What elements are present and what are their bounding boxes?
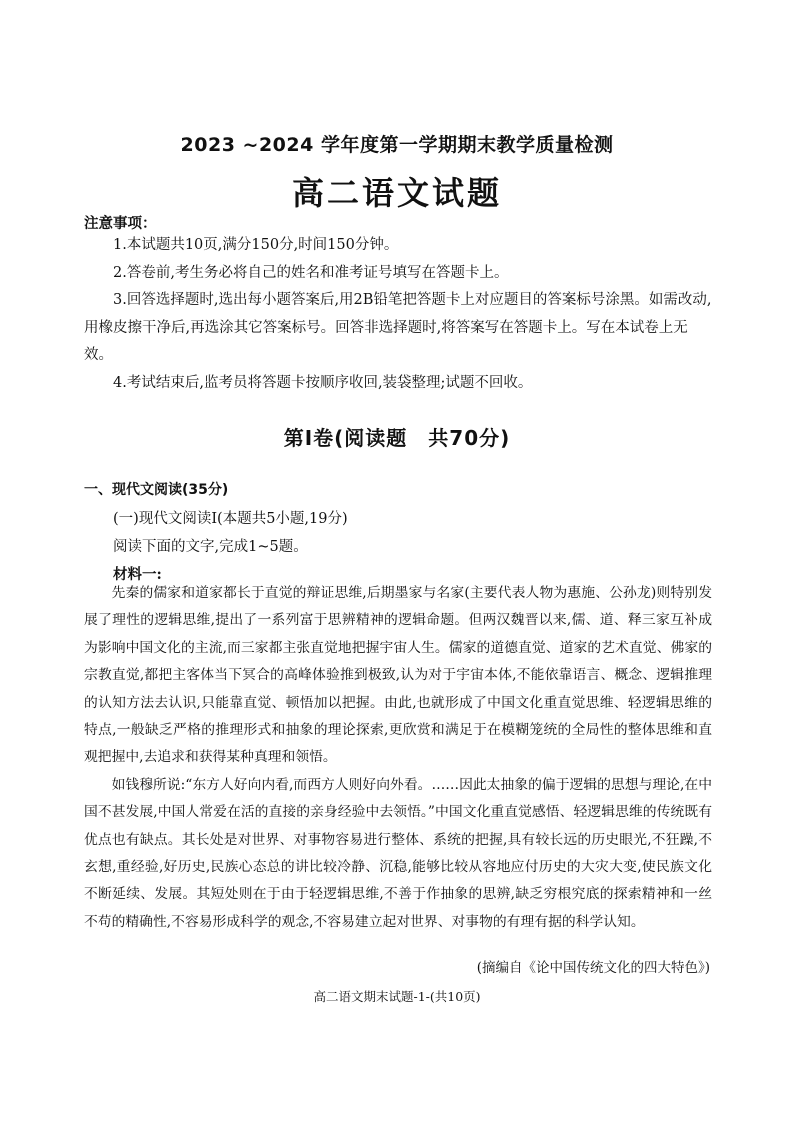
notice-item: 3.回答选择题时,选出每小题答案后,用2B铅笔把答题卡上对应题目的答案标号涂黑。如需改动,用橡皮擦干净后,再选涂其它答案标号。回答非选择题时,将答案写在答题卡上。写在本试卷上无效。 bbox=[84, 292, 712, 363]
notice-item: 1.本试题共10页,满分150分,时间150分钟。 bbox=[113, 237, 399, 253]
question-intro bbox=[84, 505, 712, 589]
notice-list bbox=[84, 232, 712, 397]
subsection-heading: (一)现代文阅读Ⅰ(本题共5小题,19分) bbox=[113, 511, 348, 527]
passage-paragraph: 如钱穆所说:“东方人好向内看,而西方人则好向外看。……因此太抽象的偏于逻辑的思想与理论,在中国不甚发展,中国人常爱在活的直接的亲身经验中去领悟。”中国文化重直觉感悟、轻逻辑思维的传统既有优点也有缺点。其长处是对世界、对事物容易进行整体、系统的把握,具有较长远的历史眼光,不狂躁,不玄想,重经验,好历史,民族心态总的讲比较冷静、沉稳,能够比较从容地应付历史的大灾大变,使民族文化不断延续、发展。其短处则在于由于轻逻辑思维,不善于作抽象的思辨,缺乏穷根究底的探索精神和一丝不苟的精确性,不容易形成科学的观念,不容易建立起对世界、对事物的有理有据的科学认知。 bbox=[84, 776, 712, 930]
notice-item: 4.考试结束后,监考员将答题卡按顺序收回,装袋整理;试题不回收。 bbox=[113, 374, 533, 391]
passage-source: (摘编自《论中国传统文化的四大特色》) bbox=[476, 960, 710, 976]
page-footer: 高二语文期末试题-1-(共10页) bbox=[313, 989, 481, 1004]
notice-item: 2.答卷前,考生务必将自己的姓名和准考证号填写在答题卡上。 bbox=[113, 264, 509, 281]
material-label: 材料一: bbox=[113, 566, 162, 583]
notice-heading: 注意事项： bbox=[84, 216, 157, 232]
reading-instruction: 阅读下面的文字,完成1~5题。 bbox=[113, 539, 308, 555]
reading-passage bbox=[84, 580, 712, 936]
exam-title: 2023 ~2024 学年度第一学期期末教学质量检测 bbox=[180, 134, 614, 156]
passage-paragraph: 先秦的儒家和道家都长于直觉的辩证思维,后期墨家与名家(主要代表人物为惠施、公孙龙)则特别发展了理性的逻辑思维,提出了一系列富于思辨精神的逻辑命题。但两汉魏晋以来,儒、道、释三家互补成为影响中国文化的主流,而三家都主张直觉地把握宇宙人生。儒家的道德直觉、道家的艺术直觉、佛家的宗教直觉,都把主客体当下冥合的高峰体验推到极致,认为对于宇宙本体,不能依靠语言、概念、逻辑推理的认知方法去认识,只能靠直觉、顿悟加以把握。由此,也就形成了中国文化重直觉思维、轻逻辑思维的特点,一般缺乏严格的推理形式和抽象的理论探索,更欣赏和满足于在模糊笼统的全局性的整体思维和直观把握中,去追求和获得某种真理和领悟。 bbox=[84, 585, 712, 766]
paper-title: 高二语文试题 bbox=[291, 174, 502, 212]
section-title: 第Ⅰ卷(阅读题 共70分) bbox=[283, 426, 511, 450]
part-heading: 一、现代文阅读(35分) bbox=[84, 482, 229, 498]
